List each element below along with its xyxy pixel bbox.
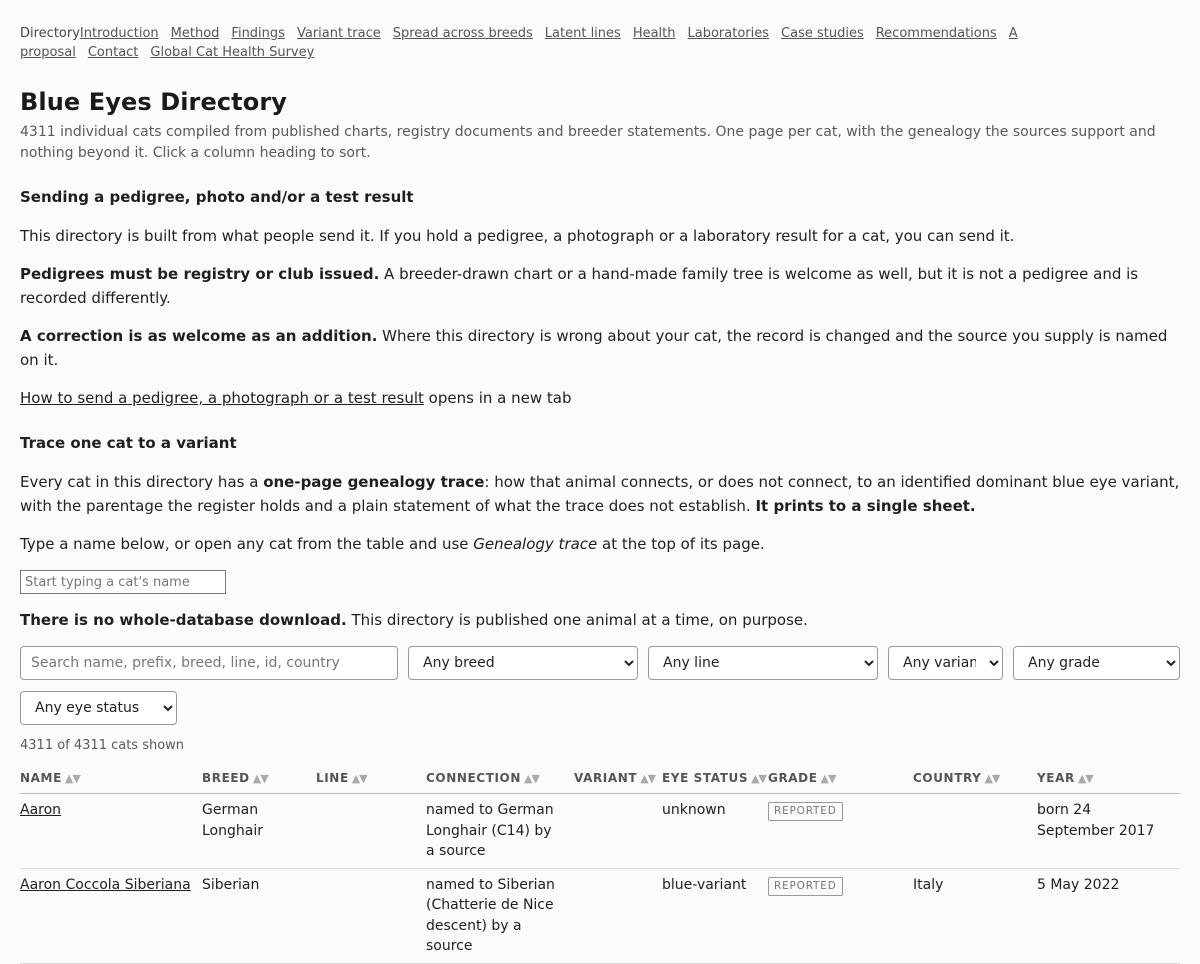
grade-badge: REPORTED (768, 877, 843, 896)
sort-arrows-icon: ▲▼ (640, 772, 656, 785)
page-subtitle: 4311 individual cats compiled from published charts, registry documents and breeder statements. One page per cat, with the genealogy the sources support and nothing beyond it. Click a column heading to sort. (20, 124, 1156, 161)
column-header-variant[interactable] (574, 771, 662, 794)
sort-arrows-icon: ▲▼ (64, 772, 80, 785)
column-header-connection[interactable] (426, 771, 574, 794)
cell-line (316, 794, 426, 869)
column-header-label: LINE (316, 771, 349, 785)
table-row (20, 868, 1180, 963)
nav-link-contact[interactable]: Contact (87, 45, 139, 60)
cell-variant (574, 868, 662, 963)
correction-note-text: Where this directory is wrong about your cat, the record is changed and the source you supply is named on it. (20, 327, 1168, 369)
nav-link-case-studies[interactable]: Case studies (781, 26, 864, 41)
cell-connection: named to Siberian (Chatterie de Nice descent) by a source (426, 868, 574, 963)
cat-name-link[interactable]: Aaron (20, 802, 62, 818)
cell-name (20, 794, 202, 869)
pedigree-note (20, 262, 1180, 310)
sort-arrows-icon: ▲▼ (820, 772, 836, 785)
column-header-label: BREED (202, 771, 250, 785)
cell-grade (768, 868, 913, 963)
correction-note-bold: A correction is as welcome as an addition. (20, 327, 378, 345)
send-intro: This directory is built from what people send it. If you hold a pedigree, a photograph or a laboratory result for a cat, you can send it. (20, 227, 1015, 245)
trace-section-title: Trace one cat to a variant (20, 434, 237, 452)
column-header-country[interactable] (913, 771, 1037, 794)
cell-line (316, 868, 426, 963)
pedigree-note-text: A breeder-drawn chart or a hand-made family tree is welcome as well, but it is not a pedigree and is recorded differently. (20, 265, 1139, 307)
breed-select[interactable] (408, 646, 638, 680)
sort-arrows-icon: ▲▼ (524, 772, 539, 785)
nav-link-spread-across-breeds[interactable]: Spread across breeds (392, 26, 533, 41)
sort-arrows-icon: ▲▼ (751, 772, 767, 785)
column-header-label: GRADE (768, 771, 818, 785)
nav-link-global-cat-health-survey[interactable]: Global Cat Health Survey (150, 45, 315, 60)
column-header-line[interactable] (316, 771, 426, 794)
trace-instr-italic: Genealogy trace (473, 535, 598, 553)
cell-name (20, 868, 202, 963)
nav-link-variant-trace[interactable]: Variant trace (296, 26, 381, 41)
filter-bar-row-2 (20, 691, 1180, 725)
howto-line (20, 386, 1180, 410)
cell-country (913, 794, 1037, 869)
cell-variant (574, 794, 662, 869)
nav-link-findings[interactable]: Findings (231, 26, 285, 41)
howto-send-link[interactable]: How to send a pedigree, a photograph or a test result (20, 389, 424, 407)
cell-year: born 24 September 2017 (1037, 794, 1180, 869)
cell-breed: German Longhair (202, 794, 316, 869)
nav-link-method[interactable]: Method (170, 26, 220, 41)
correction-note (20, 324, 1180, 372)
nav-link-a-proposal[interactable]: A proposal (20, 26, 1018, 60)
trace-desc-bold: It prints to a single sheet. (755, 497, 976, 515)
table-row (20, 794, 1180, 869)
cats-table (20, 771, 1180, 964)
eye-status-select[interactable] (20, 691, 177, 725)
cell-year: 5 May 2022 (1037, 868, 1180, 963)
column-header-label: VARIANT (574, 771, 638, 785)
nav-link-recommendations[interactable]: Recommendations (875, 26, 997, 41)
cell-country: Italy (913, 868, 1037, 963)
column-header-name[interactable] (20, 771, 202, 794)
search-input[interactable] (20, 646, 398, 680)
table-header-row (20, 771, 1180, 794)
cell-connection: named to German Longhair (C14) by a source (426, 794, 574, 869)
grade-select[interactable] (1013, 646, 1180, 680)
column-header-label: CONNECTION (426, 771, 521, 785)
download-note-text: This directory is published one animal at a time, on purpose. (346, 611, 808, 629)
sort-arrows-icon: ▲▼ (984, 772, 1000, 785)
line-select[interactable] (648, 646, 878, 680)
download-note-bold: There is no whole-database download. (20, 611, 347, 629)
filter-bar (20, 646, 1180, 680)
cat-name-trace-input[interactable] (20, 570, 226, 594)
page-title: Blue Eyes Directory (20, 88, 288, 116)
sort-arrows-icon: ▲▼ (252, 772, 268, 785)
column-header-eye-status[interactable] (662, 771, 768, 794)
grade-badge: REPORTED (768, 802, 843, 821)
cell-grade (768, 794, 913, 869)
send-section-title: Sending a pedigree, photo and/or a test result (20, 188, 414, 206)
column-header-breed[interactable] (202, 771, 316, 794)
variant-select[interactable] (888, 646, 1003, 680)
column-header-label: COUNTRY (913, 771, 982, 785)
trace-instr-part: at the top of its page. (597, 535, 765, 553)
nav-link-laboratories[interactable]: Laboratories (687, 26, 770, 41)
sort-arrows-icon: ▲▼ (1077, 772, 1093, 785)
column-header-label: EYE STATUS (662, 771, 749, 785)
results-count: 4311 of 4311 cats shown (20, 738, 185, 753)
sort-arrows-icon: ▲▼ (351, 772, 367, 785)
download-note (20, 608, 1180, 632)
column-header-grade[interactable] (768, 771, 913, 794)
cell-eye-status: unknown (662, 794, 768, 869)
howto-suffix: opens in a new tab (423, 389, 572, 407)
column-header-year[interactable] (1037, 771, 1180, 794)
cell-eye-status: blue-variant (662, 868, 768, 963)
trace-instr-part: Type a name below, or open any cat from the table and use (20, 535, 474, 553)
pedigree-note-bold: Pedigrees must be registry or club issued. (20, 265, 380, 283)
nav-link-latent-lines[interactable]: Latent lines (544, 26, 621, 41)
trace-desc-part: Every cat in this directory has a (20, 473, 264, 491)
nav-link-introduction[interactable]: Introduction (79, 26, 159, 41)
cell-breed: Siberian (202, 868, 316, 963)
column-header-label: NAME (20, 771, 62, 785)
column-header-label: YEAR (1037, 771, 1075, 785)
top-navigation (20, 24, 1180, 62)
trace-desc-bold: one-page genealogy trace (263, 473, 485, 491)
trace-instructions (20, 532, 1180, 556)
trace-desc-part: : how that animal connects, or does not connect, to an identified dominant blue eye variant, with the parentage the register holds and a plain statement of what the trace does not establish. (20, 473, 1180, 515)
nav-link-health[interactable]: Health (632, 26, 676, 41)
trace-description (20, 470, 1180, 518)
cat-name-link[interactable]: Aaron Coccola Siberiana (20, 876, 191, 893)
nav-brand: Directory (20, 26, 80, 41)
